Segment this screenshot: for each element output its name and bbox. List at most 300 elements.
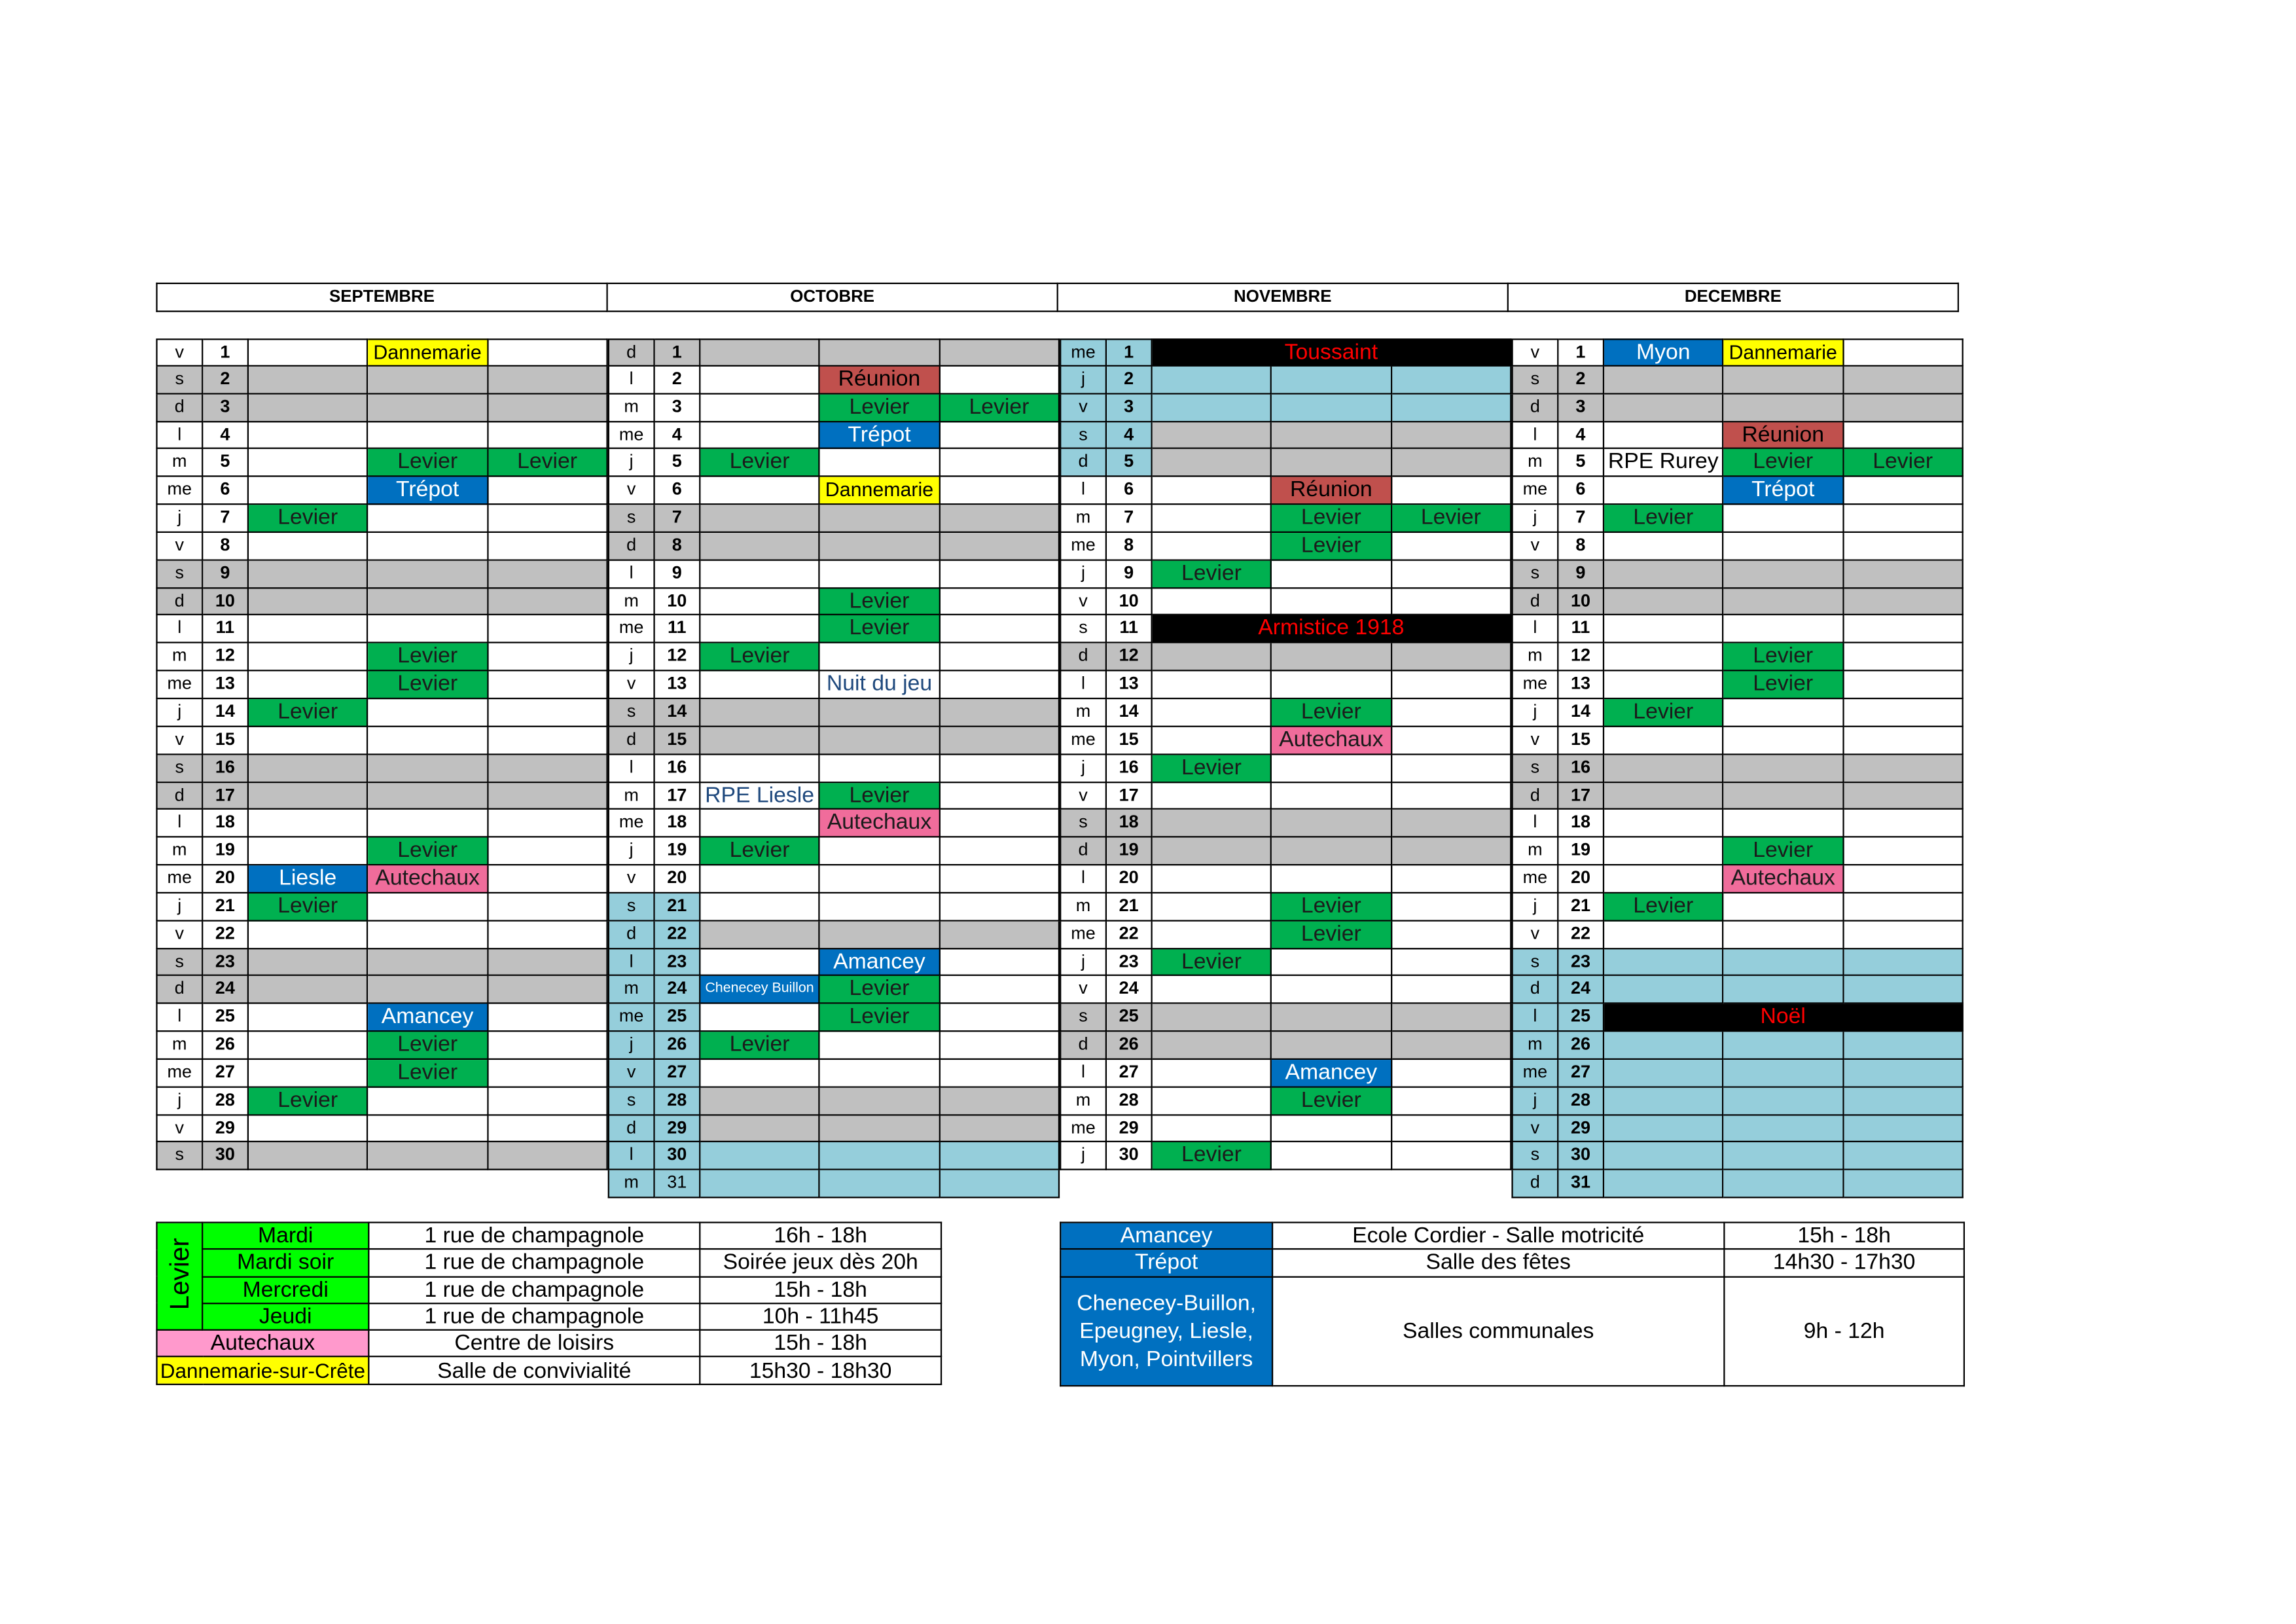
empty-cell [368, 394, 488, 422]
empty-cell [1391, 865, 1511, 893]
empty-cell [1604, 977, 1724, 1004]
legend-name: Mercredi [202, 1276, 368, 1303]
empty-cell [1272, 948, 1391, 976]
day-number: 11 [1107, 616, 1153, 643]
empty-cell [1844, 394, 1964, 422]
day-number: 11 [203, 616, 249, 643]
day-row [608, 810, 1060, 838]
empty-cell [940, 1004, 1060, 1032]
month-header-decembre: DECEMBRE [1508, 283, 1958, 312]
event-cell: Levier [1153, 560, 1272, 588]
legend-time: 9h - 12h [1724, 1276, 1964, 1385]
day-row [1060, 865, 1511, 893]
day-of-week: j [1060, 367, 1107, 394]
event-cell: Levier [368, 643, 488, 671]
empty-cell [820, 838, 940, 865]
day-number: 13 [1558, 672, 1604, 699]
empty-cell [1153, 1060, 1272, 1087]
empty-cell [368, 699, 488, 727]
day-of-week: me [1511, 1060, 1558, 1087]
empty-cell [488, 727, 608, 754]
legend-name: Jeudi [202, 1303, 368, 1330]
day-row [1511, 422, 1963, 449]
day-of-week: d [1060, 643, 1107, 671]
empty-cell [1153, 367, 1272, 394]
day-of-week: j [1511, 699, 1558, 727]
day-of-week: v [156, 921, 203, 948]
legend-name-line: Epeugney, Liesle, [1079, 1318, 1253, 1344]
day-number: 25 [203, 1004, 249, 1032]
empty-cell [1153, 422, 1272, 449]
holiday-banner: Toussaint [1153, 338, 1512, 366]
empty-cell [249, 450, 368, 477]
empty-cell [940, 1087, 1060, 1115]
event-cell: Dannemarie [820, 477, 940, 505]
day-of-week: l [1060, 1060, 1107, 1087]
day-number: 27 [1558, 1060, 1604, 1087]
day-number: 21 [1558, 893, 1604, 921]
empty-cell [1272, 588, 1391, 616]
event-cell: Levier [1604, 893, 1724, 921]
empty-cell [249, 394, 368, 422]
empty-cell [700, 1004, 820, 1032]
empty-cell [368, 727, 488, 754]
day-row [156, 477, 607, 505]
day-of-week: m [156, 643, 203, 671]
empty-cell [249, 1004, 368, 1032]
day-row [156, 672, 607, 699]
day-row [1060, 838, 1511, 865]
day-of-week: v [1511, 533, 1558, 560]
event-cell: Levier [700, 450, 820, 477]
day-of-week: d [156, 394, 203, 422]
day-row [1060, 616, 1511, 643]
empty-cell [488, 810, 608, 838]
day-number: 27 [1107, 1060, 1153, 1087]
empty-cell [1391, 1060, 1511, 1087]
day-number: 21 [655, 893, 701, 921]
day-number: 8 [655, 533, 701, 560]
day-of-week: m [1060, 1087, 1107, 1115]
day-of-week: d [608, 338, 655, 366]
day-of-week: m [1511, 643, 1558, 671]
empty-cell [1391, 1032, 1511, 1060]
day-of-week: s [1511, 755, 1558, 782]
event-cell: Levier [368, 672, 488, 699]
empty-cell [1604, 643, 1724, 671]
event-cell: Réunion [1272, 477, 1391, 505]
empty-cell [1391, 422, 1511, 449]
day-row [156, 450, 607, 477]
empty-cell [1391, 450, 1511, 477]
day-number: 26 [203, 1032, 249, 1060]
day-number: 12 [1107, 643, 1153, 671]
empty-cell [1272, 422, 1391, 449]
day-number: 30 [203, 1143, 249, 1170]
day-of-week: d [608, 1115, 655, 1143]
empty-cell [1272, 643, 1391, 671]
levier-label-cell [156, 1223, 202, 1331]
empty-cell [1844, 893, 1964, 921]
empty-cell [1844, 1032, 1964, 1060]
empty-cell [1604, 588, 1724, 616]
day-number: 1 [1107, 338, 1153, 366]
legend-place: Salles communales [1272, 1276, 1724, 1385]
legend-time: 15h - 18h [700, 1276, 941, 1303]
day-of-week: d [1511, 394, 1558, 422]
day-of-week: l [156, 810, 203, 838]
empty-cell [820, 505, 940, 532]
day-of-week: v [1060, 977, 1107, 1004]
day-row [608, 727, 1060, 754]
day-row [156, 727, 607, 754]
empty-cell [1844, 838, 1964, 865]
empty-cell [1272, 672, 1391, 699]
empty-cell [1391, 893, 1511, 921]
event-cell: Levier [820, 977, 940, 1004]
event-cell: Levier [1724, 643, 1844, 671]
day-number: 11 [655, 616, 701, 643]
empty-cell [1604, 672, 1724, 699]
day-of-week: l [1060, 672, 1107, 699]
day-of-week: j [156, 1087, 203, 1115]
empty-cell [1844, 1143, 1964, 1170]
day-number: 29 [203, 1115, 249, 1143]
day-row [608, 1060, 1060, 1087]
empty-cell [940, 699, 1060, 727]
empty-cell [488, 699, 608, 727]
empty-cell [700, 948, 820, 976]
day-of-week: m [608, 782, 655, 810]
day-of-week: j [156, 505, 203, 532]
day-of-week: v [608, 865, 655, 893]
day-row [1511, 1115, 1963, 1143]
event-cell: Levier [1272, 533, 1391, 560]
empty-cell [1272, 838, 1391, 865]
empty-cell [249, 643, 368, 671]
day-number: 14 [1107, 699, 1153, 727]
day-row [1511, 865, 1963, 893]
day-of-week: me [608, 616, 655, 643]
empty-cell [1604, 477, 1724, 505]
day-number: 13 [655, 672, 701, 699]
day-row [1511, 533, 1963, 560]
empty-cell [368, 782, 488, 810]
day-of-week: v [1060, 782, 1107, 810]
day-of-week: s [1511, 1143, 1558, 1170]
empty-cell [1724, 1032, 1844, 1060]
day-row [608, 338, 1060, 366]
event-cell: Levier [1604, 505, 1724, 532]
day-of-week: j [156, 893, 203, 921]
empty-cell [1272, 367, 1391, 394]
empty-cell [1272, 560, 1391, 588]
empty-cell [1391, 588, 1511, 616]
day-number: 29 [655, 1115, 701, 1143]
day-number: 17 [655, 782, 701, 810]
day-row [156, 616, 607, 643]
event-cell: Levier [1724, 672, 1844, 699]
event-cell: Levier [368, 1060, 488, 1087]
event-cell: RPE Liesle [700, 782, 820, 810]
day-of-week: l [1511, 422, 1558, 449]
day-row [1511, 810, 1963, 838]
empty-cell [1604, 1143, 1724, 1170]
day-number: 23 [1107, 948, 1153, 976]
empty-cell [249, 755, 368, 782]
event-cell: Levier [1272, 505, 1391, 532]
day-of-week: m [1511, 450, 1558, 477]
event-cell: Levier [1153, 1143, 1272, 1170]
day-number: 24 [1107, 977, 1153, 1004]
day-row [1511, 367, 1963, 394]
empty-cell [1272, 782, 1391, 810]
day-of-week: v [1511, 338, 1558, 366]
empty-cell [488, 1060, 608, 1087]
day-row [608, 422, 1060, 449]
empty-cell [1272, 1004, 1391, 1032]
day-row [1511, 450, 1963, 477]
day-row [156, 338, 607, 366]
day-row [1060, 948, 1511, 976]
empty-cell [940, 810, 1060, 838]
legend-place: 1 rue de champagnole [368, 1303, 700, 1330]
empty-cell [700, 560, 820, 588]
day-row [156, 1143, 607, 1170]
day-number: 5 [655, 450, 701, 477]
day-number: 31 [655, 1170, 701, 1198]
event-cell: Levier [820, 588, 940, 616]
empty-cell [820, 727, 940, 754]
empty-cell [1604, 422, 1724, 449]
empty-cell [249, 422, 368, 449]
empty-cell [249, 948, 368, 976]
empty-cell [368, 755, 488, 782]
empty-cell [1391, 1087, 1511, 1115]
day-row [156, 810, 607, 838]
day-number: 21 [203, 893, 249, 921]
day-number: 7 [655, 505, 701, 532]
day-of-week: v [156, 727, 203, 754]
empty-cell [368, 533, 488, 560]
day-of-week: v [1511, 1115, 1558, 1143]
empty-cell [1604, 810, 1724, 838]
day-row [608, 893, 1060, 921]
empty-cell [488, 588, 608, 616]
day-number: 31 [1558, 1170, 1604, 1198]
day-row [156, 921, 607, 948]
empty-cell [1153, 977, 1272, 1004]
empty-cell [1844, 588, 1964, 616]
empty-cell [1153, 838, 1272, 865]
event-cell: Levier [1391, 505, 1511, 532]
empty-cell [1724, 1170, 1844, 1198]
day-row [1060, 727, 1511, 754]
month-header-row [156, 283, 1959, 312]
empty-cell [1724, 782, 1844, 810]
event-cell: Levier [368, 838, 488, 865]
day-row [1511, 782, 1963, 810]
empty-cell [1153, 477, 1272, 505]
empty-cell [368, 921, 488, 948]
empty-cell [820, 1087, 940, 1115]
empty-cell [1272, 1032, 1391, 1060]
empty-cell [249, 560, 368, 588]
day-number: 18 [655, 810, 701, 838]
event-cell: Chenecey Buillon [700, 977, 820, 1004]
empty-cell [940, 1060, 1060, 1087]
event-cell: Levier [1604, 699, 1724, 727]
event-cell: Levier [1272, 699, 1391, 727]
legend-left-table [156, 1221, 942, 1384]
day-of-week: m [1060, 893, 1107, 921]
day-row [1511, 643, 1963, 671]
empty-cell [820, 921, 940, 948]
legend-place: Salle des fêtes [1272, 1250, 1724, 1276]
day-row [1511, 672, 1963, 699]
empty-cell [1391, 367, 1511, 394]
empty-cell [368, 422, 488, 449]
day-of-week: l [608, 560, 655, 588]
empty-cell [940, 977, 1060, 1004]
empty-cell [1272, 755, 1391, 782]
empty-cell [249, 616, 368, 643]
day-row [156, 948, 607, 976]
levier-label: Levier [164, 1237, 194, 1310]
empty-cell [1724, 367, 1844, 394]
empty-cell [249, 782, 368, 810]
empty-cell [1391, 699, 1511, 727]
holiday-banner: Armistice 1918 [1153, 616, 1512, 643]
day-number: 2 [1107, 367, 1153, 394]
empty-cell [1844, 367, 1964, 394]
empty-cell [1153, 810, 1272, 838]
day-of-week: me [1060, 338, 1107, 366]
empty-cell [940, 367, 1060, 394]
empty-cell [488, 838, 608, 865]
empty-cell [1391, 1143, 1511, 1170]
empty-cell [940, 1115, 1060, 1143]
legend-place: Ecole Cordier - Salle motricité [1272, 1223, 1724, 1250]
day-row [1060, 755, 1511, 782]
day-of-week: l [1060, 865, 1107, 893]
empty-cell [1272, 1143, 1391, 1170]
day-row [156, 755, 607, 782]
day-number: 9 [203, 560, 249, 588]
day-of-week: me [608, 422, 655, 449]
day-number: 17 [1558, 782, 1604, 810]
day-number: 10 [655, 588, 701, 616]
empty-cell [820, 865, 940, 893]
empty-cell [249, 477, 368, 505]
empty-cell [1153, 699, 1272, 727]
event-cell: Levier [820, 394, 940, 422]
empty-cell [1391, 643, 1511, 671]
empty-cell [1844, 921, 1964, 948]
empty-cell [700, 477, 820, 505]
empty-cell [700, 865, 820, 893]
day-of-week: l [608, 755, 655, 782]
day-of-week: j [156, 699, 203, 727]
day-of-week: d [1060, 1032, 1107, 1060]
legend-place: Salle de convivialité [368, 1357, 700, 1384]
day-row [1060, 477, 1511, 505]
empty-cell [1153, 727, 1272, 754]
empty-cell [1724, 893, 1844, 921]
day-row [156, 505, 607, 532]
day-number: 2 [655, 367, 701, 394]
empty-cell [820, 560, 940, 588]
empty-cell [700, 422, 820, 449]
empty-cell [1844, 977, 1964, 1004]
event-cell: Levier [820, 616, 940, 643]
day-row [1511, 727, 1963, 754]
event-cell: Amancey [820, 948, 940, 976]
day-of-week: j [608, 450, 655, 477]
event-cell: Levier [249, 893, 368, 921]
empty-cell [1391, 1115, 1511, 1143]
day-row [1511, 1060, 1963, 1087]
day-number: 1 [1558, 338, 1604, 366]
empty-cell [488, 977, 608, 1004]
legend-place: 1 rue de champagnole [368, 1276, 700, 1303]
day-of-week: m [156, 450, 203, 477]
day-of-week: l [1511, 810, 1558, 838]
empty-cell [249, 533, 368, 560]
day-number: 2 [1558, 367, 1604, 394]
day-row [156, 1060, 607, 1087]
day-row [608, 1170, 1060, 1198]
empty-cell [820, 1115, 940, 1143]
day-row [608, 533, 1060, 560]
day-number: 19 [203, 838, 249, 865]
empty-cell [700, 505, 820, 532]
day-row [608, 921, 1060, 948]
empty-cell [700, 699, 820, 727]
day-row [1511, 505, 1963, 532]
day-of-week: m [1511, 838, 1558, 865]
day-row [1511, 1143, 1963, 1170]
day-of-week: v [608, 1060, 655, 1087]
day-row [156, 394, 607, 422]
month-column-novembre [1060, 338, 1511, 1199]
day-of-week: v [1511, 921, 1558, 948]
empty-cell [1604, 616, 1724, 643]
empty-cell [1391, 1004, 1511, 1032]
day-number: 6 [203, 477, 249, 505]
empty-cell [700, 338, 820, 366]
empty-cell [488, 505, 608, 532]
day-number: 4 [655, 422, 701, 449]
day-row [608, 977, 1060, 1004]
day-number: 29 [1558, 1115, 1604, 1143]
empty-cell [249, 727, 368, 754]
empty-cell [820, 699, 940, 727]
day-row [1511, 948, 1963, 976]
day-row [156, 838, 607, 865]
day-number: 4 [1107, 422, 1153, 449]
empty-cell [1604, 560, 1724, 588]
empty-cell [940, 727, 1060, 754]
day-row [1060, 699, 1511, 727]
day-of-week: d [1060, 838, 1107, 865]
empty-cell [1844, 1087, 1964, 1115]
day-number: 21 [1107, 893, 1153, 921]
empty-cell [700, 533, 820, 560]
day-row [156, 699, 607, 727]
day-row [156, 1032, 607, 1060]
day-row [1511, 893, 1963, 921]
